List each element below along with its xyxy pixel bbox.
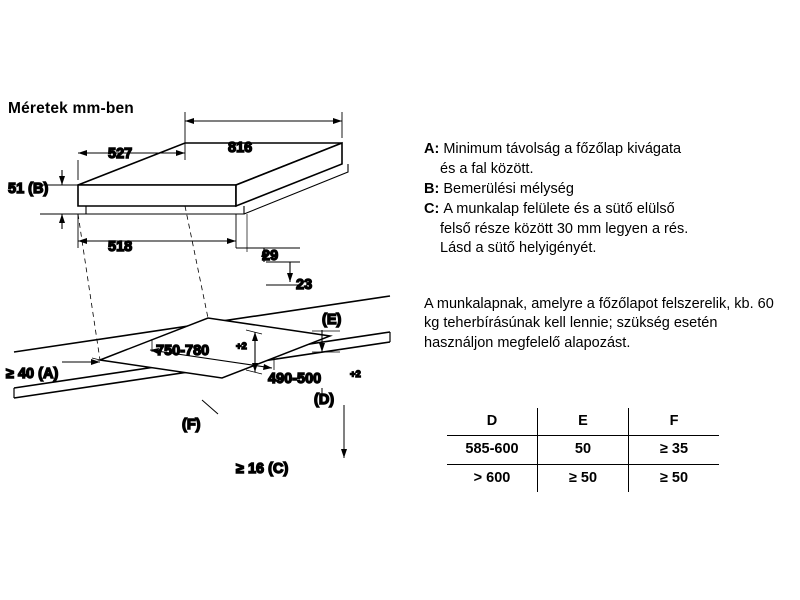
label-518: 518 [108, 239, 133, 255]
table-cell-f-2: ≥ 50 [629, 464, 720, 492]
note-cont-c-2: Lásd a sütő helyigényét. [440, 240, 597, 257]
label-E: (E) [322, 312, 342, 328]
note-key-a: A [424, 141, 435, 157]
table-header-e: E [538, 408, 629, 436]
table-cell-d-1: 585-600 [447, 436, 538, 464]
notes-list [424, 140, 774, 259]
table-cell-e-1: 50 [538, 436, 629, 464]
note-sep-a: : [434, 141, 444, 157]
table-cell-f-1: ≥ 35 [629, 436, 720, 464]
page-title: Méretek mm-ben [8, 100, 134, 117]
label-C: ≥ 16 (C) [236, 461, 289, 477]
worktop-cutout [100, 318, 330, 378]
label-527: 527 [108, 146, 133, 162]
note-sep-b: : [434, 180, 444, 197]
note-item-b [424, 180, 774, 199]
leader-F [202, 400, 218, 414]
note-text-a: Minimum távolság a főzőlap kivágata [443, 141, 682, 157]
table-row [447, 464, 719, 492]
note-key-c: C [424, 200, 435, 217]
label-23: 23 [296, 277, 313, 293]
ext-490-b [246, 370, 262, 374]
label-cutout-width-sup: +2 [236, 341, 247, 352]
label-29: 29 [262, 248, 279, 264]
dimensions-table [447, 408, 719, 492]
note-sep-c: : [434, 200, 444, 217]
table-row [447, 436, 719, 464]
table-cell-d-2: > 600 [447, 464, 538, 492]
label-51-B: 51 (B) [8, 181, 49, 197]
note-text-b: Bemerülési mélység [443, 180, 574, 197]
table-header-row [447, 408, 719, 436]
label-D: (D) [314, 392, 335, 408]
worktop-load-paragraph: A munkalapnak, amelyre a főzőlapot felszerelik, kb. 60 kg teherbírásúnak kell lennie; szükség esetén használjon megfelelő alapozást. [424, 296, 774, 351]
label-cutout-depth: 490-500 [268, 371, 322, 387]
label-cutout-width: 750-780 [156, 343, 210, 359]
note-cont-c-1: felső része között 30 mm legyen a rés. [440, 221, 689, 238]
note-text-c: A munkalap felülete és a sütő elülső [443, 200, 675, 217]
cooktop-lip [86, 206, 244, 214]
label-816: 816 [228, 140, 253, 156]
label-A: ≥ 40 (A) [6, 366, 59, 382]
note-key-b: B [424, 180, 435, 197]
table-header-d: D [447, 408, 538, 436]
note-item-c [424, 200, 774, 219]
leader-A [92, 358, 100, 360]
dimensions-table-wrap [447, 408, 719, 492]
table-header-f: F [629, 408, 720, 436]
note-cont-a-1: és a fal között. [440, 161, 534, 178]
projection-back [185, 206, 208, 318]
cooktop-front-face [78, 185, 236, 206]
table-cell-e-2: ≥ 50 [538, 464, 629, 492]
label-F: (F) [182, 417, 201, 433]
label-cutout-depth-sup: +2 [350, 369, 361, 380]
projection-left [78, 214, 100, 360]
note-item-a [424, 140, 774, 159]
